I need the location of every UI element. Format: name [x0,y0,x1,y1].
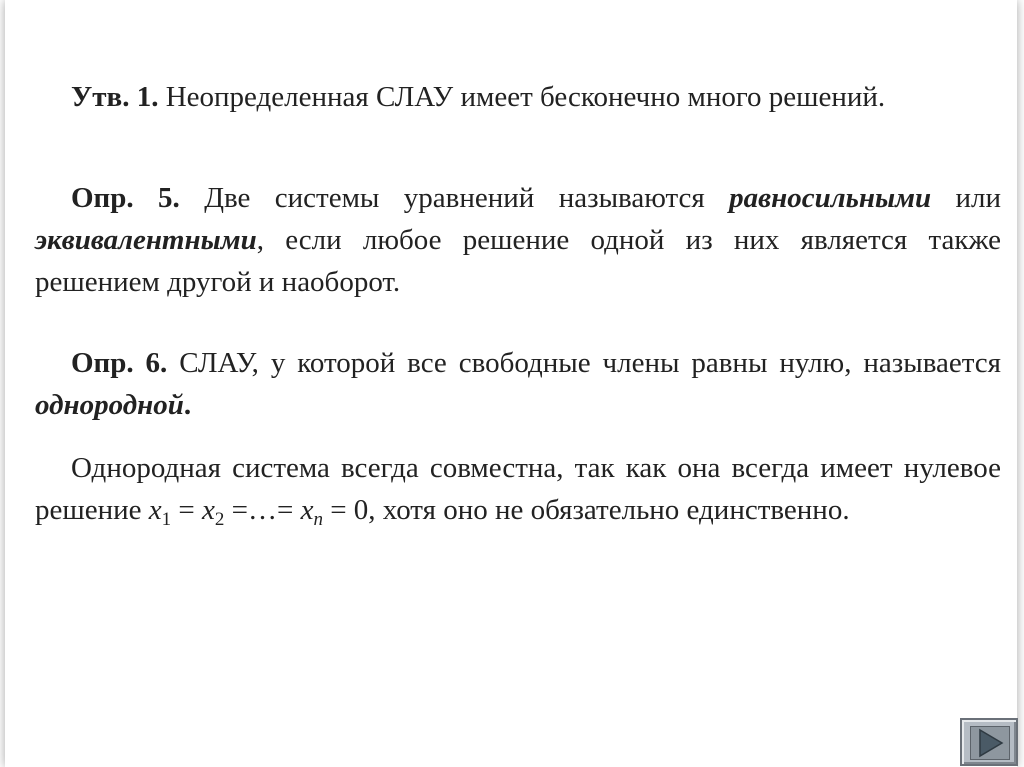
slide [5,0,1017,767]
formula-var: x [148,494,162,526]
statement-label: Утв. 1. [71,81,159,113]
definition-label: Опр. 6. [71,347,168,379]
statement-1: Утв. 1. Неопределенная СЛАУ имеет бесконечно много решений. [71,81,886,113]
definition-6: Опр. 6. СЛАУ, у которой все свободные члены равны нулю, называется однородной. [35,347,1001,421]
homogeneous-remark: Однородная система всегда совместна, так как она всегда имеет нулевое решение $x_1 = x_2$ =…= $x_n = 0$, хотя оно не обязательно единственно. [35,452,1001,530]
term-equivalent-alt: эквивалентными [35,224,257,256]
next-slide-button[interactable] [960,718,1018,766]
formula-var: x [201,494,215,526]
term-equivalent: равносильными [729,182,932,214]
definition-label: Опр. 5. [71,182,180,214]
formula-var: x [300,494,314,526]
term-homogeneous: однородной [35,389,184,421]
play-right-icon [972,724,1008,762]
definition-5: Опр. 5. Две системы уравнений называются равносильными или эквивалентными, если любое решение одной из них является также решением другой и наоборот. [35,182,1001,298]
